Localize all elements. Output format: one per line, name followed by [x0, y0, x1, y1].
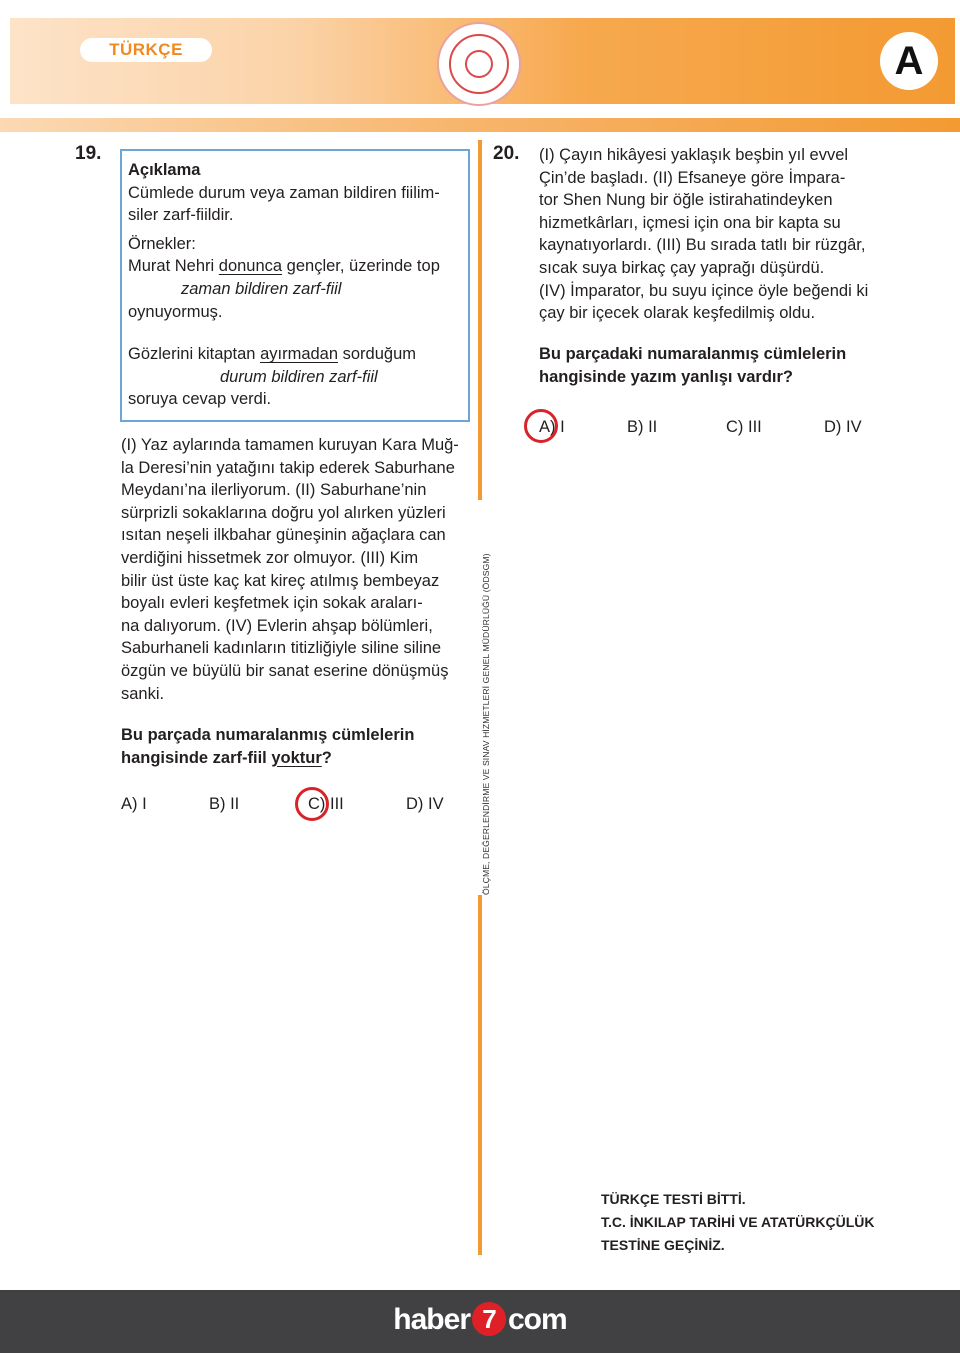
explanation-line: siler zarf-fiildir.: [128, 206, 234, 225]
example-1-end: oynuyormuş.: [128, 302, 223, 321]
explanation-title: Açıklama: [128, 161, 201, 179]
page-header: [0, 0, 960, 135]
ministry-seal-icon: [437, 22, 521, 106]
choice-c[interactable]: C) III: [726, 418, 762, 436]
choice-c[interactable]: C) III: [308, 795, 344, 813]
brand-logo: haber 7 com: [393, 1303, 567, 1336]
examples-label: Örnekler:: [128, 234, 196, 253]
choice-a[interactable]: A) I: [539, 418, 565, 436]
question-20-passage: (I) Çayın hikâyesi yaklaşık beşbin yıl evvel Çin’de başladı. (II) Efsaneye göre İmpara- tor Shen Nung bir öğle istirahatindeyken hizmetkârları, içmesi için ona bir kapta su kaynatıyorlardı. (III) Bu sırada tatlı bir rüzgâr, sıcak suya birkaç çay yaprağı düşürdü. (IV) İmparator, bu suyu içince öyle beğendi ki çay bir içecek olarak keşfedilmiş oldu.: [539, 146, 869, 323]
choice-a[interactable]: A) I: [121, 795, 147, 813]
page-footer: [0, 1290, 960, 1353]
choice-d[interactable]: D) IV: [824, 418, 862, 436]
example-2-end: soruya cevap verdi.: [128, 390, 272, 409]
example-1-word: donunca: [218, 257, 283, 276]
explanation-box: [120, 149, 470, 422]
example-2-word: ayırmadan: [260, 345, 339, 364]
example-1-note: zaman bildiren zarf-fiil: [181, 279, 342, 298]
side-label: ÖLÇME, DEĞERLENDİRME VE SINAV HİZMETLERİ GENEL MÜDÜRLÜĞÜ (ÖDSGM): [481, 553, 491, 895]
explanation-line: Cümlede durum veya zaman bildiren fiilim-: [128, 183, 440, 202]
choice-b[interactable]: B) II: [209, 795, 240, 813]
header-stripe: [0, 118, 960, 132]
question-20-stem: Bu parçadaki numaralanmış cümlelerin hangisinde yazım yanlışı vardır?: [539, 345, 847, 386]
example-2: Gözlerini kitaptan ayırmadan sorduğum: [128, 345, 417, 364]
brand-seven-badge: 7: [472, 1302, 506, 1336]
question-19-stem: Bu parçada numaralanmış cümlelerin hangisinde zarf-fiil yoktur?: [121, 726, 415, 767]
subject-label: TÜRKÇE: [80, 38, 212, 62]
question-19-number: 19.: [75, 143, 102, 164]
negation-word: yoktur: [271, 748, 322, 767]
choice-b[interactable]: B) II: [627, 418, 658, 436]
choice-d[interactable]: D) IV: [406, 795, 444, 813]
example-2-note: durum bildiren zarf-fiil: [220, 367, 378, 386]
answer-mark-circle: [295, 787, 329, 821]
example-1: Murat Nehri donunca gençler, üzerinde top: [128, 257, 440, 276]
answer-mark-circle: [524, 409, 558, 443]
question-19-passage: (I) Yaz aylarında tamamen kuruyan Kara Muğ- la Deresi’nin yatağını takip ederek Saburhane Meydanı’na ilerliyorum. (II) Saburhane’nin sürprizli sokaklarına doğru yol alırken yüzleri ısıtan neşeli ilkbahar güneşinin ağaçlara can verdiğini hissetmek zor olmuyor. (III) Kim bilir üst üste kaç kat kireç atılmış bembeyaz boyalı evleri keşfetmek için sokak araları- na dalıyorum. (IV) Evlerin ahşap bölümleri, Saburhaneli kadınların titizliğiyle siline siline özgün ve büyülü bir sanat eserine dönüşmüş sanki.: [121, 436, 459, 703]
booklet-type: A: [880, 32, 938, 90]
test-end-note: TÜRKÇE TESTİ BİTTİ. T.C. İNKILAP TARİHİ VE ATATÜRKÇÜLÜK TESTİNE GEÇİNİZ.: [601, 1191, 875, 1253]
question-20-number: 20.: [493, 143, 520, 164]
